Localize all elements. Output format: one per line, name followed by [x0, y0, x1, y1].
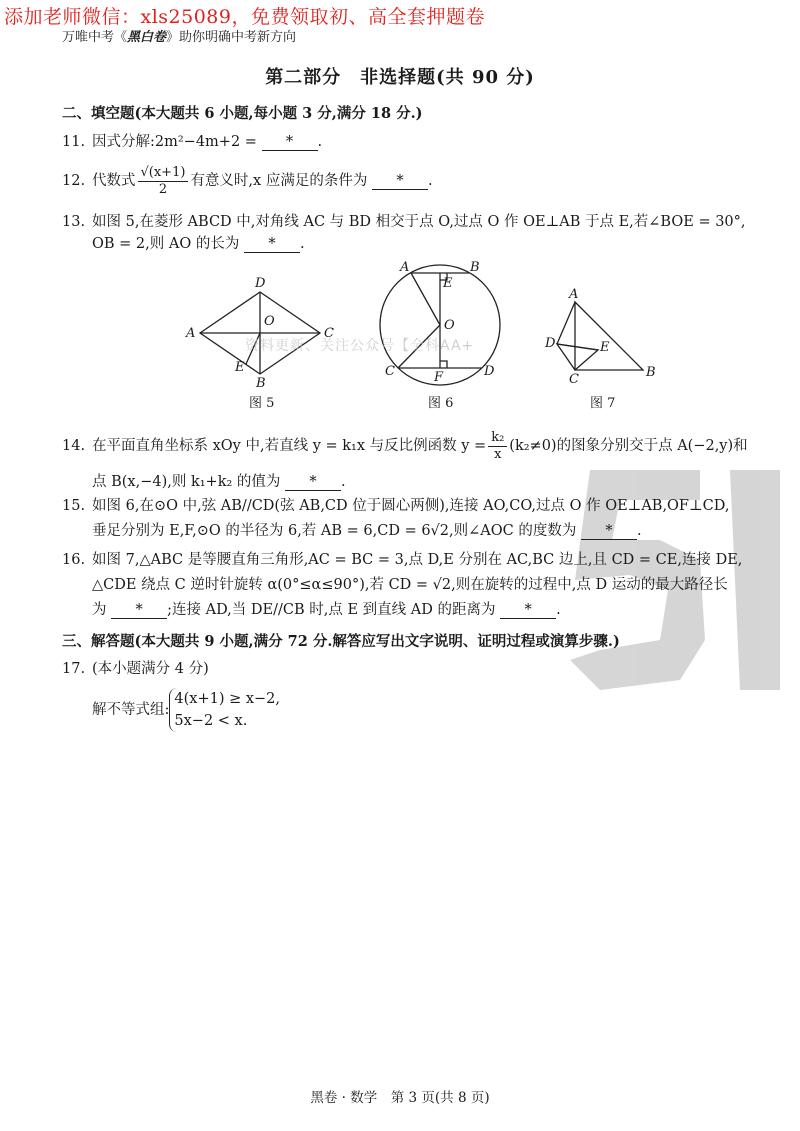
- fig5-label-o: O: [264, 314, 275, 329]
- q17-inequality-1: 4(x+1) ≥ x−2,: [174, 691, 281, 707]
- q13-line1: 如图 5,在菱形 ABCD 中,对角线 AC 与 BD 相交于点 O,过点 O 作 OE⊥AB 于点 E,若∠BOE = 30°,: [92, 214, 746, 230]
- q17-system: [92, 688, 280, 732]
- question-13: 13. 如图 5,在菱形 ABCD 中,对角线 AC 与 BD 相交于点 O,过点 O 作 OE⊥AB 于点 E,若∠BOE = 30°, OB = 2,则 AO 的长为 * .: [62, 211, 746, 255]
- q16-answer-blank-2[interactable]: *: [500, 602, 556, 619]
- q16-number: 16.: [62, 552, 86, 568]
- q17-inequality-2: 5x−2 < x.: [174, 713, 248, 729]
- q16-answer-blank-1[interactable]: *: [111, 602, 167, 619]
- q14-frac-numerator: k₂: [488, 430, 507, 447]
- q16-line1: 如图 7,△ABC 是等腰直角三角形,AC = BC = 3,点 D,E 分别在 AC,BC 边上,且 CD = CE,连接 DE,: [92, 552, 743, 568]
- q12-post: 有意义时,x 应满足的条件为: [190, 173, 368, 189]
- question-12: 12. 代数式 $\frac{√(x+1)}{2}$ 有意义时,x 应满足的条件为 * .: [62, 163, 433, 199]
- fig6-segment-ao: [411, 273, 440, 325]
- fig5-caption: 图 5: [249, 396, 275, 411]
- q11-answer-blank[interactable]: *: [262, 134, 318, 151]
- section2-title: 二、填空题(本大题共 6 小题,每小题 3 分,满分 18 分.): [62, 105, 423, 122]
- watermark-text: 资料更新、关注公众号【全科AA+: [245, 338, 475, 354]
- q12-numerator: √(x+1): [138, 165, 189, 182]
- q15-line2: 垂足分别为 E,F,⊙O 的半径为 6,若 AB = 6,CD = 6√2,则∠AOC 的度数为: [92, 523, 577, 539]
- q14-answer-blank[interactable]: *: [285, 474, 341, 491]
- q12-answer-blank[interactable]: *: [372, 173, 428, 190]
- q16-line3-b: ;连接 AD,当 DE//CB 时,点 E 到直线 AD 的距离为: [167, 602, 496, 618]
- fig6-label-o: O: [444, 318, 455, 333]
- q17-prompt: 解不等式组:: [92, 702, 170, 718]
- q14-number: 14.: [62, 438, 86, 454]
- fig7-segment-ad: [557, 302, 575, 344]
- q14-fraction: [488, 430, 507, 463]
- header-prefix: 万唯中考《: [62, 30, 128, 45]
- page-footer: 黑卷 · 数学 第 3 页(共 8 页): [310, 1090, 490, 1106]
- fig6-label-e: E: [443, 276, 453, 291]
- header-brand: 黑白卷: [127, 30, 167, 45]
- fig6-label-f: F: [434, 370, 444, 385]
- q12-denominator: 2: [158, 181, 168, 197]
- fig7-label-b: B: [646, 365, 656, 380]
- q14-line1-post: (k₂≠0)的图象分别交于点 A(−2,y)和: [509, 438, 748, 454]
- q14-frac-denominator: x: [494, 446, 502, 462]
- question-11: 11. 因式分解:2m²−4m+2 = * .: [62, 131, 322, 153]
- q17-title: (本小题满分 4 分): [92, 661, 209, 677]
- question-17: [62, 658, 209, 680]
- q17-number: 17.: [62, 661, 86, 677]
- section3-title: 三、解答题(本大题共 9 小题,满分 72 分.解答应写出文字说明、证明过程或演算步骤.): [62, 633, 620, 650]
- fig5-label-b: B: [256, 376, 266, 391]
- question-16: 16. 如图 7,△ABC 是等腰直角三角形,AC = BC = 3,点 D,E 分别在 AC,BC 边上,且 CD = CE,连接 DE, △CDE 绕点 C 逆时针旋转 α(0°≤α≤90°),若 CD = √2,则在旋转的过程中,点 D 运动的最大路径长 为 * ;连接 AD,当 DE//CB 时,点 E 到直线 AD 的距离为 * .: [62, 548, 742, 623]
- fig6-caption: 图 6: [428, 396, 454, 411]
- q15-number: 15.: [62, 498, 86, 514]
- fig7-caption: 图 7: [590, 396, 616, 411]
- fig6-right-angle-f: [440, 361, 447, 368]
- figure-5: [200, 292, 320, 374]
- fig5-label-c: C: [324, 326, 334, 341]
- q13-line2: OB = 2,则 AO 的长为: [92, 236, 240, 252]
- q15-answer-blank[interactable]: *: [581, 523, 637, 540]
- fig6-label-b: B: [470, 260, 480, 275]
- fig7-segment-de: [557, 344, 598, 350]
- inequality-system: [169, 688, 280, 732]
- q16-line2: △CDE 绕点 C 逆时针旋转 α(0°≤α≤90°),若 CD = √2,则在旋转的过程中,点 D 运动的最大路径长: [92, 577, 728, 593]
- figure-6: [380, 265, 500, 385]
- fig5-label-d: D: [255, 276, 266, 291]
- fig7-label-c: C: [569, 372, 579, 387]
- q15-line1: 如图 6,在⊙O 中,弦 AB//CD(弦 AB,CD 位于圆心两侧),连接 AO,CO,过点 O 作 OE⊥AB,OF⊥CD,: [92, 498, 730, 514]
- part-title: 第二部分 非选择题(共 90 分): [265, 67, 535, 88]
- question-14: 14. 在平面直角坐标系 xOy 中,若直线 y = k₁x 与反比例函数 y = $\frac{\text{k₂}}{x}$ (k₂≠0)的图象分别交于点 A(−2,y)和 点 B(x,−4),则 k₁+k₂ 的值为 * .: [62, 429, 748, 490]
- q16-line3-a: 为: [92, 602, 107, 618]
- q12-pre: 代数式: [92, 173, 136, 189]
- q14-line2: 点 B(x,−4),则 k₁+k₂ 的值为: [92, 474, 281, 490]
- question-15: 15. 如图 6,在⊙O 中,弦 AB//CD(弦 AB,CD 位于圆心两侧),连接 AO,CO,过点 O 作 OE⊥AB,OF⊥CD, 垂足分别为 E,F,⊙O 的半径为 6,若 AB = 6,CD = 6√2,则∠AOC 的度数为 * .: [62, 494, 729, 544]
- q12-number: 12.: [62, 173, 86, 189]
- header-suffix: 》助你明确中考新方向: [166, 30, 297, 45]
- q11-number: 11.: [62, 134, 86, 150]
- q11-text: 因式分解:2m²−4m+2 =: [92, 134, 257, 150]
- fig5-label-e: E: [235, 360, 245, 375]
- fig7-triangle-cde: [557, 344, 598, 370]
- fig7-label-d: D: [545, 336, 556, 351]
- q13-number: 13.: [62, 214, 86, 230]
- fig6-label-c: C: [385, 364, 395, 379]
- promo-banner: 添加老师微信：xls25089，免费领取初、高全套押题卷: [4, 6, 485, 28]
- q14-line1-pre: 在平面直角坐标系 xOy 中,若直线 y = k₁x 与反比例函数 y =: [92, 438, 487, 454]
- fig7-triangle-abc: [575, 302, 643, 370]
- fig6-label-d: D: [484, 364, 495, 379]
- q13-answer-blank[interactable]: *: [244, 236, 300, 253]
- fig7-label-a: A: [569, 287, 579, 302]
- fig5-label-a: A: [186, 326, 196, 341]
- figure-7: [557, 302, 643, 370]
- fig6-label-a: A: [400, 260, 410, 275]
- fig7-label-e: E: [600, 340, 610, 355]
